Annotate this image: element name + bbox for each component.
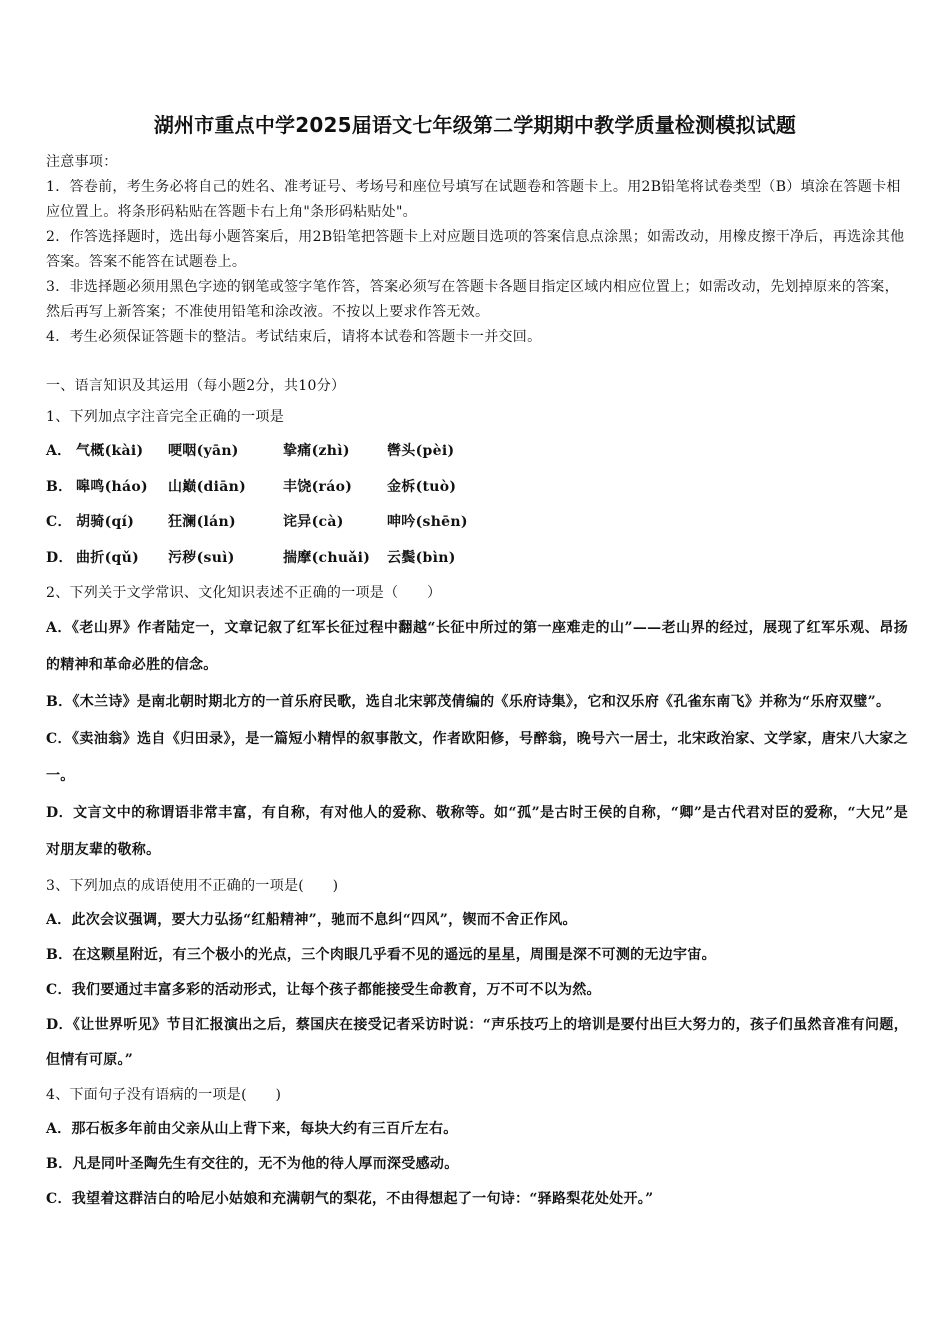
option-letter: A． [46, 443, 72, 459]
notice-block [46, 150, 908, 350]
notice-item: 3．非选择题必须用黑色字迹的钢笔或签字笔作答，答案必须写在答题卡各题目指定区域内相应位置上；如需改动，先划掉原来的答案，然后再写上新答案；不准使用铅笔和涂改液。不按以上要求作答无效。 [46, 279, 899, 320]
option-word: 呻吟(shēn) [387, 514, 468, 530]
option-text: 我们要通过丰富多彩的活动形式，让每个孩子都能接受生命教育，万不可不以为然。 [71, 982, 601, 998]
option-word: 云鬓(bìn) [387, 549, 456, 566]
question-3-option-c [46, 973, 908, 1008]
option-word: 丰饶(ráo) [283, 478, 353, 495]
option-letter: D． [46, 805, 74, 821]
option-letter: D． [46, 1017, 73, 1033]
question-4-option-a [46, 1112, 908, 1147]
question-4-option-c [46, 1182, 908, 1217]
question-1-option-d [46, 541, 908, 577]
question-2-option-c [46, 721, 908, 795]
notice-heading: 注意事项： [46, 154, 118, 170]
question-1-option-c [46, 505, 908, 541]
option-text: 那石板多年前由父亲从山上背下来，每块大约有三百斤左右。 [71, 1121, 458, 1137]
option-word: 挚痛(zhì) [283, 443, 350, 459]
question-1-option-b [46, 470, 908, 506]
option-letter: A． [46, 620, 72, 636]
option-word: 山巅(diān) [168, 478, 247, 495]
option-word: 污秽(suì) [168, 549, 235, 566]
option-text: 在这颗星附近，有三个极小的光点，三个肉眼几乎看不见的遥远的星星，周围是深不可测的无边宇宙。 [72, 947, 716, 963]
option-letter: D． [46, 549, 73, 566]
option-letter: B． [46, 1156, 73, 1172]
option-letter: C． [46, 514, 72, 530]
option-text: 我望着这群洁白的哈尼小姑娘和充满朝气的梨花，不由得想起了一句诗：“驿路梨花处处开。” [71, 1191, 654, 1207]
exam-title: 湖州市重点中学2025届语文七年级第二学期期中教学质量检测模拟试题 [153, 113, 797, 137]
option-letter: B． [46, 694, 73, 710]
notice-item: 2．作答选择题时，选出每小题答案后，用2B铅笔把答题卡上对应题目选项的答案信息点涂黑；如需改动，用橡皮擦干净后，再选涂其他答案。答案不能答在试题卷上。 [46, 229, 905, 270]
notice-item: 1．答卷前，考生务必将自己的姓名、准考证号、考场号和座位号填写在试题卷和答题卡上。用2B铅笔将试卷类型（B）填涂在答题卡相应位置上。将条形码粘贴在答题卡右上角"条形码粘贴处"。 [46, 179, 901, 220]
option-word: 辔头(pèi) [387, 443, 455, 459]
option-word: 嗥鸣(háo) [76, 478, 148, 495]
question-2-option-d [46, 795, 908, 869]
option-word: 曲折(qǔ) [76, 549, 140, 566]
option-letter: B． [46, 478, 73, 495]
question-2-option-a [46, 610, 908, 684]
question-4-stem: 4、下面句子没有语病的一项是( ) [46, 1087, 282, 1103]
option-text: 《木兰诗》是南北朝时期北方的一首乐府民歌，选自北宋郭茂倩编的《乐府诗集》，它和汉乐府《孔雀东南飞》并称为“乐府双璧”。 [72, 694, 891, 710]
option-text: 《老山界》作者陆定一，文章记叙了红军长征过程中翻越“长征中所过的第一座难走的山”——老山界的经过，展现了红军乐观、昂扬的精神和革命必胜的信念。 [46, 620, 908, 673]
option-letter: A． [46, 1121, 72, 1137]
option-letter: B． [46, 947, 73, 963]
question-3-option-d [46, 1008, 908, 1078]
question-1-stem: 1、下列加点字注音完全正确的一项是 [46, 409, 285, 425]
option-word: 金柝(tuò) [387, 478, 457, 495]
section-heading: 一、语言知识及其运用（每小题2分，共10分） [46, 378, 346, 394]
option-word: 气概(kài) [76, 443, 144, 459]
option-text: 《让世界听见》节目汇报演出之后，蔡国庆在接受记者采访时说：“声乐技巧上的培训是要付出巨大努力的，孩子们虽然音准有问题，但情有可原。” [46, 1017, 908, 1068]
option-word: 哽咽(yān) [168, 443, 239, 459]
question-1-option-a [46, 434, 908, 470]
question-2-option-b [46, 684, 908, 721]
option-word: 揣摩(chuǎi) [283, 549, 371, 566]
option-text: 凡是同叶圣陶先生有交往的，无不为他的待人厚而深受感动。 [72, 1156, 459, 1172]
questions-block [46, 372, 908, 1217]
option-letter: A． [46, 912, 72, 928]
question-4-option-b [46, 1147, 908, 1182]
notice-item: 4．考生必须保证答题卡的整洁。考试结束后，请将本试卷和答题卡一并交回。 [46, 329, 542, 345]
question-3-option-b [46, 938, 908, 973]
option-word: 狂澜(lán) [168, 514, 236, 530]
option-word: 胡骑(qí) [76, 514, 135, 530]
question-3-option-a [46, 903, 908, 938]
option-letter: C． [46, 731, 72, 747]
question-2-stem: 2、下列关于文学常识、文化知识表述不正确的一项是（ ） [46, 585, 442, 601]
option-letter: C． [46, 1191, 72, 1207]
question-3-stem: 3、下列加点的成语使用不正确的一项是( ) [46, 878, 339, 894]
option-text: 文言文中的称谓语非常丰富，有自称，有对他人的爱称、敬称等。如“孤”是古时王侯的自称，“卿”是古代君对臣的爱称，“大兄”是对朋友辈的敬称。 [46, 805, 908, 858]
option-word: 诧异(cà) [283, 514, 344, 530]
option-text: 《卖油翁》选自《归田录》，是一篇短小精悍的叙事散文，作者欧阳修，号醉翁，晚号六一居士，北宋政治家、文学家，唐宋八大家之一。 [46, 731, 908, 784]
option-letter: C． [46, 982, 72, 998]
option-text: 此次会议强调，要大力弘扬“红船精神”，驰而不息纠“四风”，锲而不舍正作风。 [71, 912, 577, 928]
